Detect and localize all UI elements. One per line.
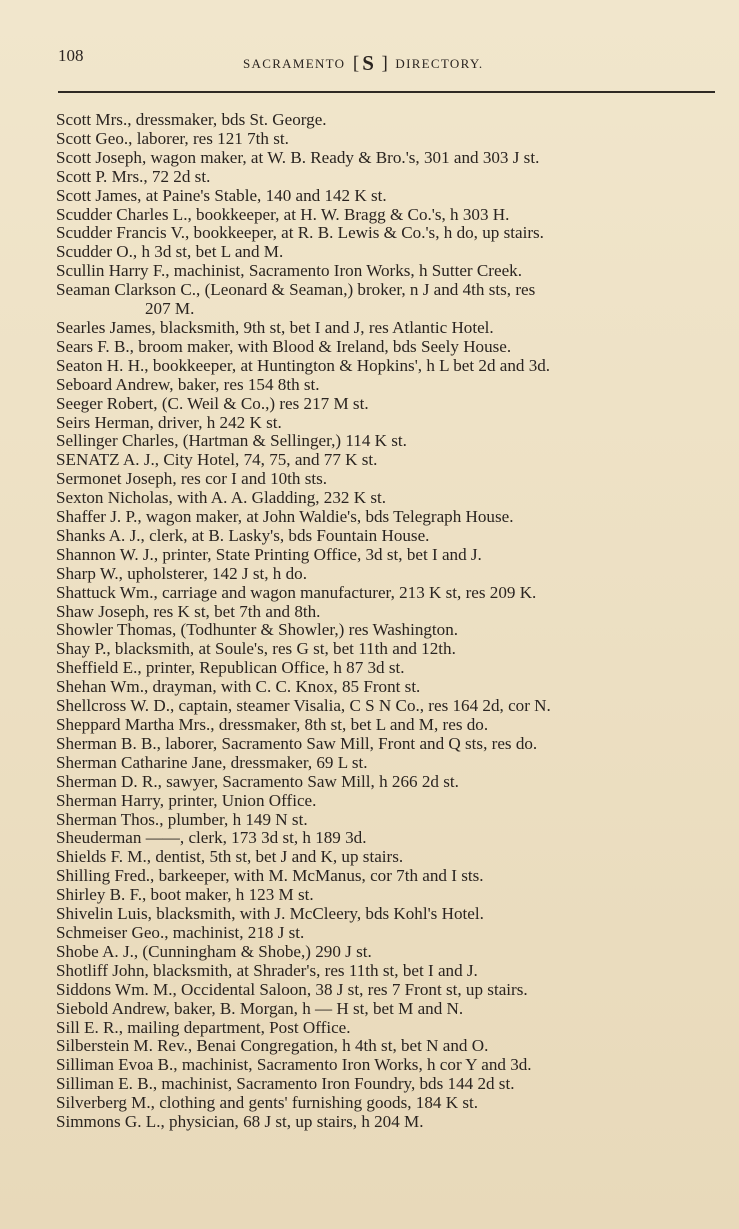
directory-entry: Scullin Harry F., machinist, Sacramento Iron Works, h Sutter Creek. — [56, 261, 522, 281]
directory-entry: Sill E. R., mailing department, Post Office. — [56, 1017, 351, 1037]
directory-entries — [50, 111, 720, 1132]
directory-entry: Silliman Evoa B., machinist, Sacramento Iron Works, h cor Y and 3d. — [56, 1055, 532, 1075]
running-head-bracket-open: [ — [352, 53, 360, 74]
directory-entry: Simmons G. L., physician, 68 J st, up stairs, h 204 M. — [56, 1112, 424, 1132]
running-head — [243, 49, 483, 74]
directory-entry: Sheuderman ——, clerk, 173 3d st, h 189 3d. — [56, 828, 367, 848]
directory-entry: Siebold Andrew, baker, B. Morgan, h — H st, bet M and N. — [56, 998, 464, 1018]
directory-entry: Sellinger Charles, (Hartman & Sellinger,) 114 K st. — [56, 431, 407, 451]
directory-entry: Searles James, blacksmith, 9th st, bet I and J, res Atlantic Hotel. — [56, 317, 494, 337]
header-rule — [58, 91, 715, 93]
directory-entry: Scott Geo., laborer, res 121 7th st. — [56, 128, 289, 148]
directory-entry: Silverberg M., clothing and gents' furnishing goods, 184 K st. — [56, 1093, 479, 1113]
directory-entry: Shaffer J. P., wagon maker, at John Waldie's, bds Telegraph House. — [56, 507, 514, 527]
directory-entry: Sermonet Joseph, res cor I and 10th sts. — [56, 469, 328, 489]
directory-entry: Sherman Harry, printer, Union Office. — [56, 790, 317, 810]
directory-entry: SENATZ A. J., City Hotel, 74, 75, and 77 K st. — [56, 450, 378, 470]
directory-entry: Sherman Catharine Jane, dressmaker, 69 L st. — [56, 752, 368, 772]
directory-entry: Scudder Charles L., bookkeeper, at H. W. Bragg & Co.'s, h 303 H. — [56, 204, 510, 224]
directory-entry: Shannon W. J., printer, State Printing Office, 3d st, bet I and J. — [56, 544, 482, 564]
directory-entry-continuation: 207 M. — [145, 299, 195, 319]
directory-entry: Scott P. Mrs., 72 2d st. — [56, 166, 211, 186]
directory-entry: Shanks A. J., clerk, at B. Lasky's, bds Fountain House. — [56, 525, 430, 545]
directory-entry: Silliman E. B., machinist, Sacramento Iron Foundry, bds 144 2d st. — [56, 1074, 515, 1094]
directory-entry: Shirley B. F., boot maker, h 123 M st. — [56, 885, 314, 905]
directory-entry: Showler Thomas, (Todhunter & Showler,) res Washington. — [56, 620, 459, 640]
running-head-letter: S — [362, 51, 374, 75]
directory-entry: Shellcross W. D., captain, steamer Visalia, C S N Co., res 164 2d, cor N. — [56, 696, 551, 716]
directory-entry: Seeger Robert, (C. Weil & Co.,) res 217 M st. — [56, 393, 369, 413]
directory-entry: Shilling Fred., barkeeper, with M. McManus, cor 7th and I sts. — [56, 866, 484, 886]
directory-entry: Sharp W., upholsterer, 142 J st, h do. — [56, 563, 307, 583]
directory-entry: Shivelin Luis, blacksmith, with J. McCleery, bds Kohl's Hotel. — [56, 904, 484, 924]
directory-entry: Scott James, at Paine's Stable, 140 and 142 K st. — [56, 185, 387, 205]
directory-entry: Shobe A. J., (Cunningham & Shobe,) 290 J st. — [56, 941, 372, 961]
directory-entry: Shaw Joseph, res K st, bet 7th and 8th. — [56, 601, 321, 621]
directory-entry: Seboard Andrew, baker, res 154 8th st. — [56, 374, 320, 394]
directory-entry: Sexton Nicholas, with A. A. Gladding, 232 K st. — [56, 488, 386, 508]
directory-entry: Shehan Wm., drayman, with C. C. Knox, 85 Front st. — [56, 677, 421, 697]
directory-entry: Shay P., blacksmith, at Soule's, res G st, bet 11th and 12th. — [56, 639, 456, 659]
directory-entry: Seaman Clarkson C., (Leonard & Seaman,) broker, n J and 4th sts, res — [56, 280, 536, 300]
directory-entry: Seirs Herman, driver, h 242 K st. — [56, 412, 282, 432]
directory-entry: Sherman D. R., sawyer, Sacramento Saw Mill, h 266 2d st. — [56, 771, 459, 791]
directory-entry: Shotliff John, blacksmith, at Shrader's, res 11th st, bet I and J. — [56, 960, 478, 980]
directory-entry: Shields F. M., dentist, 5th st, bet J and K, up stairs. — [56, 847, 404, 867]
running-head-bracket-close: ] — [381, 53, 388, 74]
directory-entry: Silberstein M. Rev., Benai Congregation, h 4th st, bet N and O. — [56, 1036, 489, 1056]
page-number: 108 — [58, 46, 84, 65]
directory-entry: Scott Mrs., dressmaker, bds St. George. — [56, 110, 327, 129]
directory-entry: Shattuck Wm., carriage and wagon manufacturer, 213 K st, res 209 K. — [56, 582, 537, 602]
directory-entry: Sheppard Martha Mrs., dressmaker, 8th st, bet L and M, res do. — [56, 715, 489, 734]
directory-entry: Seaton H. H., bookkeeper, at Huntington & Hopkins', h L bet 2d and 3d. — [56, 355, 551, 375]
directory-entry: Sears F. B., broom maker, with Blood & Ireland, bds Seely House. — [56, 336, 512, 356]
directory-entry: Scudder Francis V., bookkeeper, at R. B. Lewis & Co.'s, h do, up stairs. — [56, 223, 544, 243]
directory-entry: Scott Joseph, wagon maker, at W. B. Ready & Bro.'s, 301 and 303 J st. — [56, 147, 540, 167]
page-header — [58, 46, 713, 74]
directory-entry: Sherman B. B., laborer, Sacramento Saw Mill, Front and Q sts, res do. — [56, 733, 538, 753]
running-head-city: SACRAMENTO — [243, 56, 346, 71]
running-head-title: DIRECTORY. — [395, 56, 484, 71]
directory-entry: Sheffield E., printer, Republican Office, h 87 3d st. — [56, 658, 405, 678]
directory-entry: Schmeiser Geo., machinist, 218 J st. — [56, 922, 305, 942]
directory-entry: Siddons Wm. M., Occidental Saloon, 38 J st, res 7 Front st, up stairs. — [56, 979, 528, 999]
directory-entry: Scudder O., h 3d st, bet L and M. — [56, 242, 284, 262]
directory-entry: Sherman Thos., plumber, h 149 N st. — [56, 809, 308, 829]
